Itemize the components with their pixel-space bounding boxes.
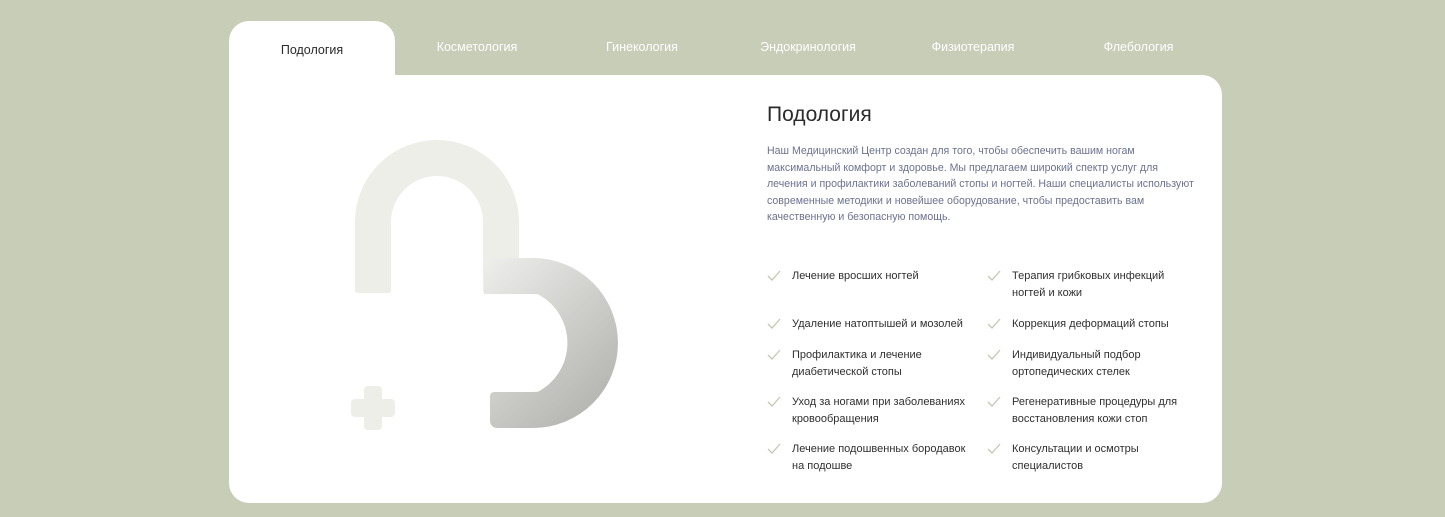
check-icon (987, 318, 1001, 330)
check-icon (767, 318, 781, 330)
service-label: Профилактика и лечение диабетической стопы (792, 349, 922, 378)
check-icon (987, 443, 1001, 455)
tab-endocrinology[interactable] (725, 21, 891, 75)
service-label: Лечение вросших ногтей (792, 270, 919, 282)
tab-podology[interactable] (229, 21, 395, 81)
check-icon (767, 349, 781, 361)
check-icon (767, 443, 781, 455)
check-icon (767, 270, 781, 282)
tab-gynecology[interactable] (559, 21, 725, 75)
tab-label: Подология (280, 43, 344, 57)
service-item (767, 441, 977, 475)
clinic-logo-icon (340, 130, 660, 450)
tab-phlebology[interactable] (1055, 21, 1222, 75)
service-label: Лечение подошвенных бородавок на подошве (792, 443, 966, 472)
check-icon (987, 270, 1001, 282)
service-item (767, 268, 977, 285)
service-label: Терапия грибковых инфекций ногтей и кожи (1012, 270, 1165, 299)
service-item (767, 316, 977, 333)
service-label: Регенеративные процедуры для восстановления кожи стоп (1012, 396, 1178, 425)
service-item (987, 347, 1197, 381)
check-icon (987, 349, 1001, 361)
section-description: Наш Медицинский Центр создан для того, чтобы обеспечить вашим ногам максимальный комфорт и здоровье. Мы предлагаем широкий спектр услуг для лечения и профилактики заболеваний стопы и ногтей. Наши специалисты используют современные методики и новейшее оборудование, чтобы предоставить вам качественную и безопасную помощь. (767, 145, 1194, 224)
service-item (987, 268, 1197, 302)
section-title: Подология (767, 103, 872, 126)
tab-cosmetology[interactable] (395, 21, 559, 75)
service-item (767, 394, 977, 428)
service-item (767, 347, 977, 381)
tab-label: Физиотерапия (931, 40, 1015, 54)
specialty-tabs (229, 21, 1222, 75)
service-label: Коррекция деформаций стопы (1012, 318, 1169, 330)
service-label: Удаление натоптышей и мозолей (792, 318, 963, 330)
service-label: Индивидуальный подбор ортопедических стелек (1012, 349, 1141, 378)
service-label: Консультации и осмотры специалистов (1012, 443, 1139, 472)
check-icon (767, 396, 781, 408)
check-icon (987, 396, 1001, 408)
service-item (987, 316, 1197, 333)
tab-label: Эндокринология (760, 40, 856, 54)
tab-label: Гинекология (606, 40, 678, 54)
service-label: Уход за ногами при заболеваниях кровообращения (792, 396, 965, 425)
service-item (987, 441, 1197, 475)
section-content (767, 102, 1197, 226)
tab-label: Флебология (1103, 40, 1174, 54)
tab-physiotherapy[interactable] (891, 21, 1055, 75)
service-item (987, 394, 1197, 428)
tab-label: Косметология (436, 40, 518, 54)
